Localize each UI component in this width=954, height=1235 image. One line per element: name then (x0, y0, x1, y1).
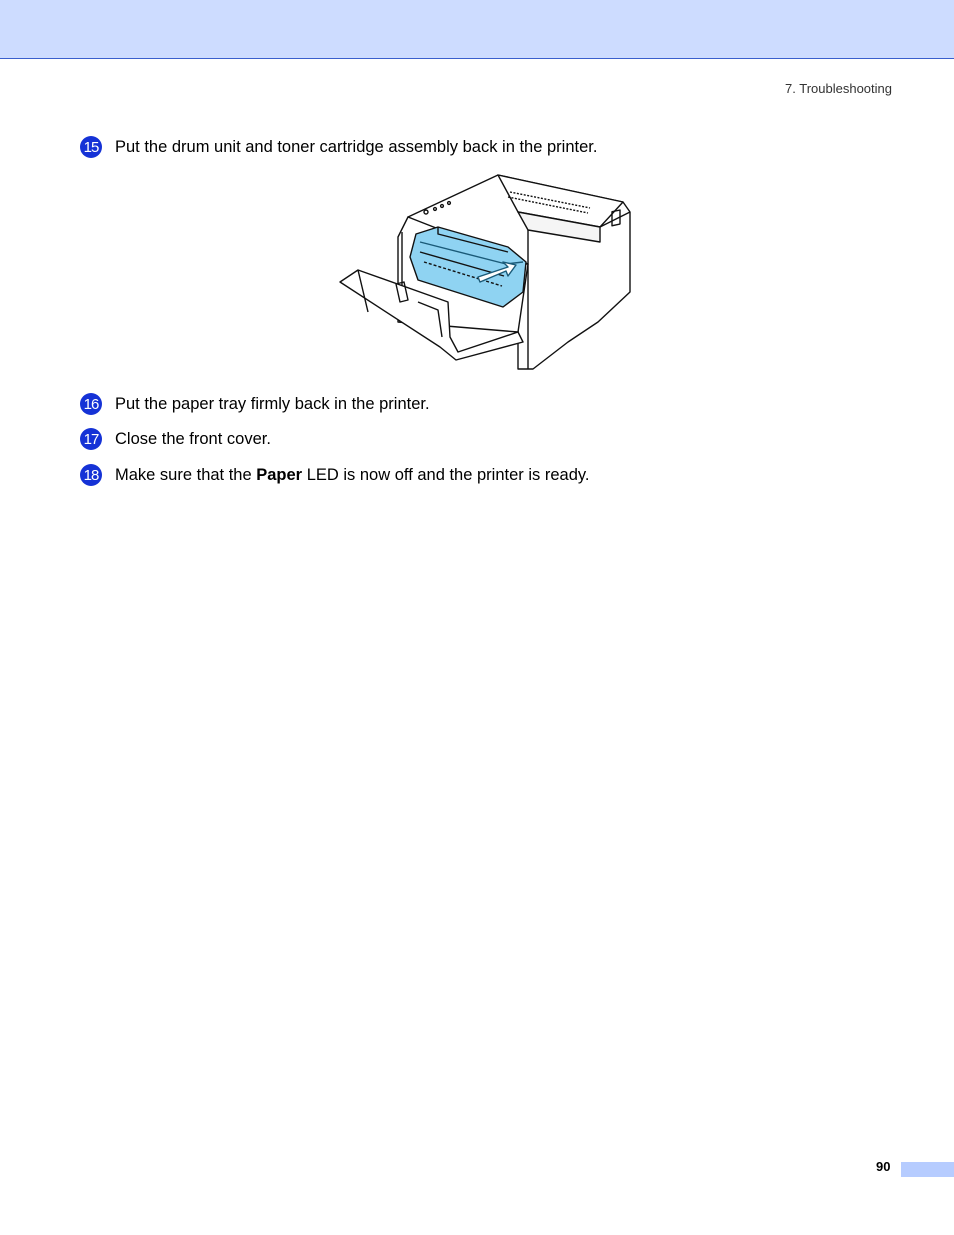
step-17 (80, 428, 271, 450)
step-16 (80, 393, 430, 415)
printer-toner-insert-illustration (338, 172, 634, 372)
footer-band (901, 1162, 954, 1177)
step-number-badge: 16 (80, 393, 102, 415)
chapter-title: 7. Troubleshooting (785, 81, 892, 96)
step-number-badge: 18 (80, 464, 102, 486)
step-text-before: Make sure that the (115, 465, 257, 484)
step-text (115, 466, 589, 485)
step-text: Put the paper tray firmly back in the printer. (115, 394, 430, 413)
step-text-after: LED is now off and the printer is ready. (302, 465, 590, 484)
page-number: 90 (876, 1159, 891, 1174)
paper-led-label: Paper (256, 465, 303, 484)
step-number-badge: 17 (80, 428, 102, 450)
step-18 (80, 464, 589, 486)
step-number-badge: 15 (80, 136, 102, 158)
step-text: Close the front cover. (115, 429, 271, 448)
step-text: Put the drum unit and toner cartridge assembly back in the printer. (115, 137, 598, 156)
header-band (0, 0, 954, 59)
step-15 (80, 136, 597, 158)
